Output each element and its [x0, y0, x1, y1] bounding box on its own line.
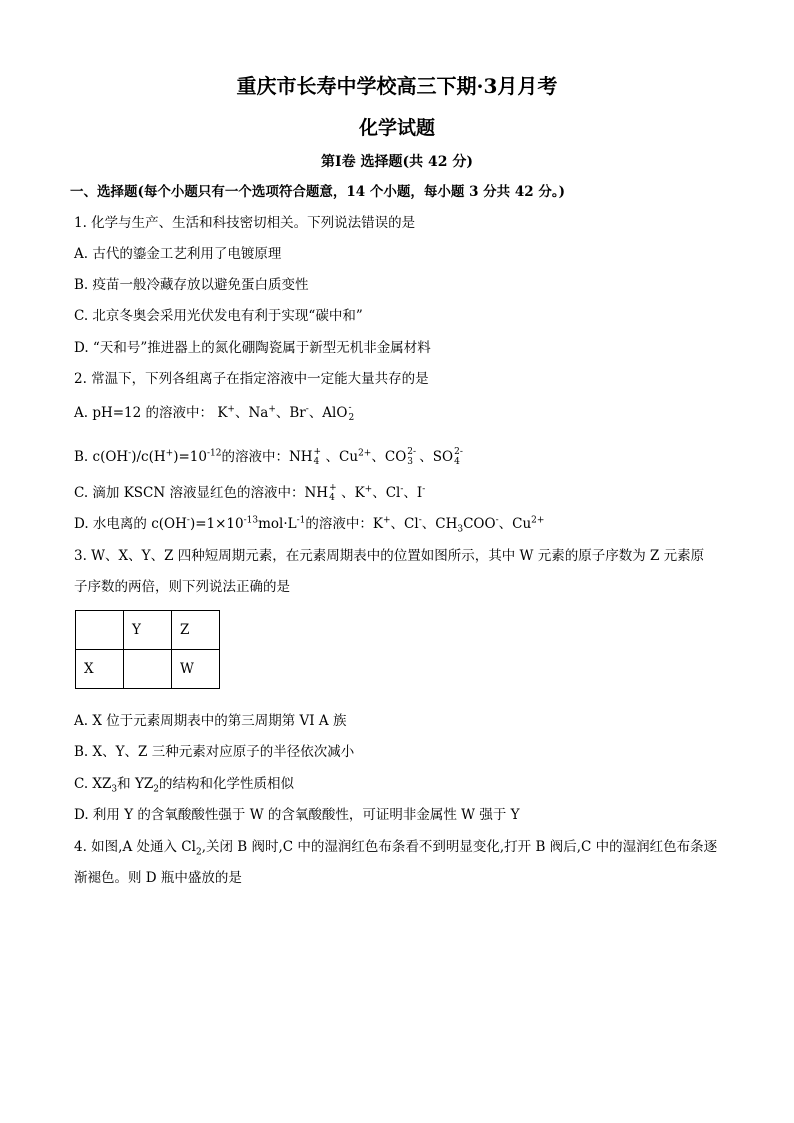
q2-option-c: C. 滴加 KSCN 溶液显红色的溶液中：NH + 4 、K+、Cl-、I-: [74, 482, 426, 503]
q4-line1: 4. 如图,A 处通入 $Cl_2$,关闭 B 阀时,C 中的湿润红色布条看不到明显变化,打开 B 阀后,C 中的湿润红色布条逐: [74, 839, 718, 858]
q2-option-a: A. pH=12 的溶液中： K+、Na+、Br-、AlO - 2: [74, 402, 355, 423]
q1-option-a: A. 古代的鎏金工艺利用了电镀原理: [74, 246, 282, 262]
q2-d-text: D. 水电离的 c(OH: [74, 516, 187, 532]
exam-title: 重庆市长寿中学校高三下期·3月月考: [236, 74, 558, 98]
q3-option-b: B. X、Y、Z 三种元素对应原子的半径依次减小: [74, 744, 355, 760]
q3-option-d: D. 利用 Y 的含氧酸酸性强于 W 的含氧酸酸性，可证明非金属性 W 强于 Y: [74, 807, 520, 823]
q4-line2: 渐褪色。则 D 瓶中盛放的是: [74, 870, 242, 886]
q2-c-end: 、I: [403, 485, 423, 501]
q2-stem: 2. 常温下，下列各组离子在指定溶液中一定能大量共存的是: [74, 371, 429, 387]
table-cell: Y: [124, 611, 172, 650]
table-row: [76, 650, 220, 689]
section-heading: 一、选择题(每个小题只有一个选项符合题意，14 个小题，每小题 3 分共 42 分。): [70, 184, 565, 200]
q2-d-end2: 、CH: [421, 516, 458, 532]
table-cell: W: [172, 650, 220, 689]
q2-d-end: 、Cl: [390, 516, 419, 532]
q2-c-text: C. 滴加 KSCN 溶液显红色的溶液中：NH: [74, 485, 329, 501]
q2-d-mid2: mol·L: [258, 516, 297, 532]
table-cell: X: [76, 650, 124, 689]
table-cell: [76, 611, 124, 650]
q2-d-rest: 的溶液中：K: [305, 516, 383, 532]
table-row: [76, 611, 220, 650]
q2-option-b: B. $c(OH^-)/c(H^+)=10^{-12}$的溶液中：NH + 4 、$Cu^{2+}$、CO 2- 3 、SO 2- 4: [74, 446, 463, 467]
q1-stem: 1. 化学与生产、生活和科技密切相关。下列说法错误的是: [74, 215, 416, 231]
q2-a-prefix: A. pH=12 的溶液中：: [74, 405, 214, 421]
q1-option-c: C. 北京冬奥会采用光伏发电有利于实现“碳中和”: [74, 308, 363, 324]
q1-option-b: B. 疫苗一般冷藏存放以避免蛋白质变性: [74, 277, 309, 293]
q2-b-prefix: B. c(OH: [74, 449, 129, 465]
q3-option-a: A. X 位于元素周期表中的第三周期第 VI A 族: [74, 713, 347, 729]
q2-option-d: D. 水电离的 $c(OH^-)=1\times 10^{-13}mol\cdot L^{-1}$的溶液中：K+、Cl-、$CH_3COO^-$、$Cu^{2+}$: [74, 515, 545, 535]
q3-stem-line2: 子序数的两倍，则下列说法正确的是: [74, 579, 290, 595]
q4-line1-post: ,关闭 B 阀时,C 中的湿润红色布条看不到明显变化,打开 B 阀后,C 中的湿润红色布条逐: [201, 839, 718, 855]
q2-d-mid: )=1×10: [189, 516, 244, 532]
table-cell: [124, 650, 172, 689]
q3-c-post: 的结构和化学性质相似: [158, 776, 294, 792]
q2-b-mid: 的溶液中：: [221, 449, 289, 465]
q3-option-c: C. $XZ_3$和 $YZ_2$的结构和化学性质相似: [74, 776, 294, 795]
q3-stem-line1: 3. W、X、Y、Z 四种短周期元素，在元素周期表中的位置如图所示，其中 W 元素的原子序数为 Z 元素原: [74, 548, 705, 564]
table-cell: Z: [172, 611, 220, 650]
q2-d-end3: COO: [463, 516, 496, 532]
periodic-position-table: [75, 610, 220, 689]
q3-c-mid: 和 YZ: [117, 776, 154, 792]
q1-option-d: D. “天和号”推进器上的氮化硼陶瓷属于新型无机非金属材料: [74, 340, 431, 356]
volume-title: 第Ⅰ卷 选择题(共 42 分): [321, 154, 473, 170]
q3-c-pre: C. XZ: [74, 776, 112, 792]
q4-line1-pre: 4. 如图,A 处通入 Cl: [74, 839, 196, 855]
subject-title: 化学试题: [358, 117, 435, 139]
q2-d-end4: 、Cu: [498, 516, 532, 532]
q2-c-rest: 、K: [341, 485, 365, 501]
q2-c-tail: 、Cl: [372, 485, 401, 501]
